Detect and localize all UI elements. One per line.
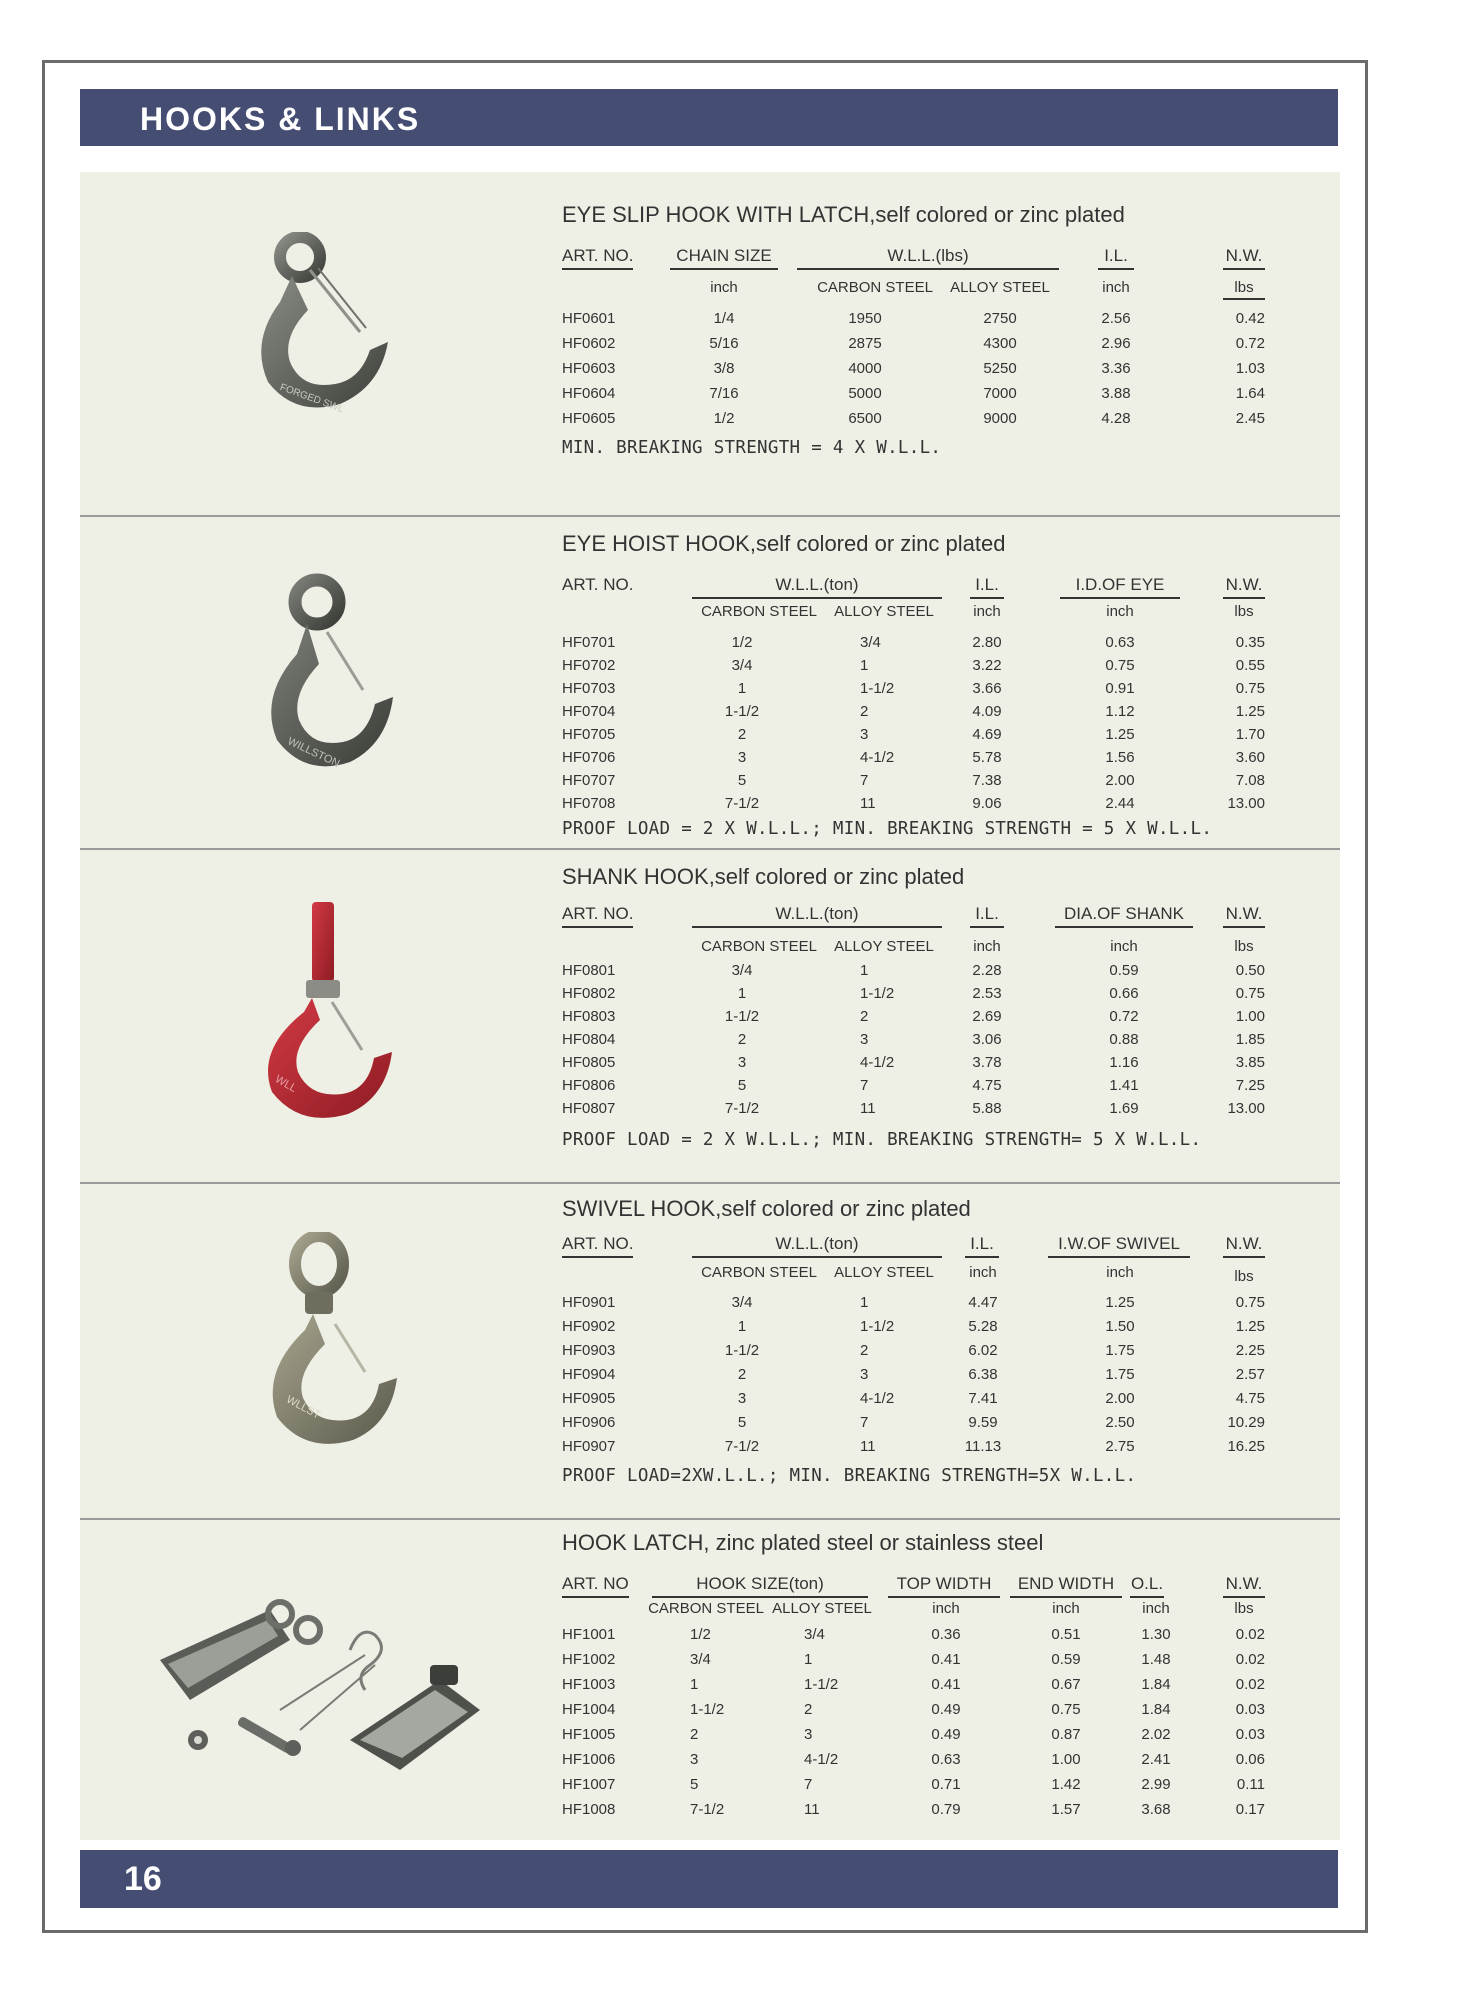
cell-ol: 2.41 bbox=[1141, 1751, 1171, 1768]
col-header-nw: N.W. bbox=[1223, 1234, 1265, 1258]
catalog-content bbox=[80, 172, 1340, 1840]
image-stamp-text: WILLSTON bbox=[285, 735, 342, 770]
cell-nw: 1.64 bbox=[1235, 385, 1265, 402]
cell-nw: 13.00 bbox=[1227, 1100, 1265, 1117]
page-header-bar bbox=[80, 89, 1338, 146]
cell-nw: 0.11 bbox=[1236, 1776, 1265, 1793]
cell-art-no: HF0903 bbox=[562, 1342, 616, 1359]
cell-alloy: 3 bbox=[804, 1726, 813, 1743]
eye-slip-hook-image bbox=[240, 232, 400, 422]
cell-alloy: 3 bbox=[860, 1366, 869, 1383]
image-stamp-text: FORGED SWL bbox=[278, 381, 346, 416]
cell-alloy: 3/4 bbox=[860, 634, 881, 651]
cell-carbon: 1 bbox=[737, 1318, 747, 1335]
cell-nw: 16.25 bbox=[1227, 1438, 1265, 1455]
shank-hook-image bbox=[250, 900, 400, 1130]
cell-alloy: 1-1/2 bbox=[804, 1676, 839, 1693]
cell-il: 6.38 bbox=[968, 1366, 998, 1383]
cell-art-no: HF0907 bbox=[562, 1438, 616, 1455]
cell-alloy: 4-1/2 bbox=[860, 749, 895, 766]
cell-alloy: 2 bbox=[860, 1008, 869, 1025]
cell-alloy: 2750 bbox=[983, 310, 1017, 327]
cell-art-no: HF0704 bbox=[562, 703, 616, 720]
cell-carbon: 6500 bbox=[848, 410, 882, 427]
cell-carbon: 2 bbox=[737, 1031, 747, 1048]
cell-id-eye: 1.25 bbox=[1105, 726, 1135, 743]
col-sub-unit: lbs bbox=[1234, 938, 1254, 955]
section-swivel-hook bbox=[80, 1184, 1340, 1520]
page-footer-bar bbox=[80, 1850, 1338, 1908]
col-header-art-no: ART. NO. bbox=[562, 575, 634, 594]
cell-art-no: HF0904 bbox=[562, 1366, 616, 1383]
cell-nw: 0.03 bbox=[1235, 1701, 1265, 1718]
cell-alloy: 5250 bbox=[983, 360, 1017, 377]
cell-nw: 1.25 bbox=[1235, 703, 1265, 720]
cell-art-no: HF0705 bbox=[562, 726, 616, 743]
cell-nw: 0.42 bbox=[1235, 310, 1265, 327]
cell-id-eye: 0.91 bbox=[1105, 680, 1135, 697]
cell-art-no: HF0902 bbox=[562, 1318, 616, 1335]
col-sub-unit: inch bbox=[932, 1600, 960, 1617]
cell-carbon: 5 bbox=[737, 772, 747, 789]
cell-art-no: HF0901 bbox=[562, 1294, 616, 1311]
cell-nw: 1.03 bbox=[1235, 360, 1265, 377]
hook-latch-image bbox=[150, 1580, 510, 1800]
col-sub-carbon: CARBON STEEL bbox=[701, 603, 817, 620]
col-sub-unit: inch bbox=[973, 938, 1001, 955]
cell-dia-shank: 0.88 bbox=[1109, 1031, 1139, 1048]
cell-il: 3.66 bbox=[972, 680, 1002, 697]
section-title: SWIVEL HOOK,self colored or zinc plated bbox=[562, 1196, 971, 1221]
cell-carbon: 1-1/2 bbox=[724, 703, 760, 720]
cell-alloy: 4-1/2 bbox=[860, 1054, 895, 1071]
cell-il: 9.59 bbox=[968, 1414, 998, 1431]
cell-iw-swivel: 1.75 bbox=[1105, 1342, 1135, 1359]
col-sub-carbon: CARBON STEEL bbox=[817, 279, 933, 296]
cell-carbon: 1950 bbox=[848, 310, 882, 327]
col-header-il: I.L. bbox=[965, 1234, 999, 1258]
cell-art-no: HF1006 bbox=[562, 1751, 616, 1768]
col-sub-carbon: CARBON STEEL bbox=[648, 1600, 764, 1617]
cell-carbon: 1 bbox=[737, 985, 747, 1002]
cell-id-eye: 0.75 bbox=[1105, 657, 1135, 674]
cell-iw-swivel: 1.75 bbox=[1105, 1366, 1135, 1383]
cell-id-eye: 2.44 bbox=[1105, 795, 1135, 812]
cell-art-no: HF0703 bbox=[562, 680, 616, 697]
cell-carbon: 2 bbox=[737, 726, 747, 743]
cell-art-no: HF0602 bbox=[562, 335, 616, 352]
cell-nw: 2.25 bbox=[1235, 1342, 1265, 1359]
cell-il: 3.22 bbox=[972, 657, 1002, 674]
cell-alloy: 11 bbox=[860, 1438, 876, 1455]
cell-il: 2.96 bbox=[1101, 335, 1131, 352]
cell-il: 3.78 bbox=[972, 1054, 1002, 1071]
cell-ol: 2.99 bbox=[1141, 1776, 1171, 1793]
cell-il: 3.06 bbox=[972, 1031, 1002, 1048]
cell-carbon: 5000 bbox=[848, 385, 882, 402]
cell-art-no: HF0702 bbox=[562, 657, 616, 674]
col-sub-unit: inch bbox=[710, 279, 738, 296]
cell-nw: 0.35 bbox=[1235, 634, 1265, 651]
cell-alloy: 4-1/2 bbox=[860, 1390, 895, 1407]
cell-nw: 2.57 bbox=[1235, 1366, 1265, 1383]
cell-alloy: 1 bbox=[860, 1294, 869, 1311]
cell-carbon: 1 bbox=[737, 680, 747, 697]
col-header-iw-swivel: I.W.OF SWIVEL bbox=[1048, 1234, 1190, 1258]
eye-hoist-hook-image bbox=[245, 572, 405, 782]
cell-alloy: 1-1/2 bbox=[860, 680, 895, 697]
section-note: MIN. BREAKING STRENGTH = 4 X W.L.L. bbox=[562, 438, 942, 458]
cell-alloy: 9000 bbox=[983, 410, 1017, 427]
cell-carbon: 1/2 bbox=[690, 1626, 711, 1643]
cell-art-no: HF0604 bbox=[562, 385, 616, 402]
col-header-nw: N.W. bbox=[1223, 246, 1265, 270]
col-header-wll: W.L.L.(ton) bbox=[692, 1234, 942, 1258]
cell-alloy: 4-1/2 bbox=[804, 1751, 839, 1768]
cell-nw: 0.50 bbox=[1235, 962, 1265, 979]
cell-art-no: HF0701 bbox=[562, 634, 616, 651]
cell-carbon: 1-1/2 bbox=[690, 1701, 725, 1718]
cell-carbon: 2 bbox=[737, 1366, 747, 1383]
cell-art-no: HF1001 bbox=[562, 1626, 616, 1643]
cell-art-no: HF0603 bbox=[562, 360, 616, 377]
cell-alloy: 7 bbox=[860, 1414, 869, 1431]
cell-dia-shank: 0.72 bbox=[1109, 1008, 1139, 1025]
section-eye-hoist-hook bbox=[80, 517, 1340, 850]
cell-top-width: 0.41 bbox=[931, 1676, 961, 1693]
cell-il: 2.28 bbox=[972, 962, 1002, 979]
cell-carbon: 4000 bbox=[848, 360, 882, 377]
cell-end-width: 1.57 bbox=[1051, 1801, 1081, 1818]
col-sub-carbon: CARBON STEEL bbox=[701, 938, 817, 955]
cell-alloy: 1 bbox=[804, 1651, 813, 1668]
cell-il: 5.28 bbox=[968, 1318, 998, 1335]
section-shank-hook bbox=[80, 850, 1340, 1184]
col-header-end-width: END WIDTH bbox=[1010, 1574, 1122, 1598]
cell-nw: 1.85 bbox=[1235, 1031, 1265, 1048]
cell-id-eye: 1.12 bbox=[1105, 703, 1135, 720]
section-title: SHANK HOOK,self colored or zinc plated bbox=[562, 864, 965, 889]
cell-art-no: HF0802 bbox=[562, 985, 616, 1002]
col-sub-unit: lbs bbox=[1234, 1268, 1254, 1285]
cell-nw: 0.03 bbox=[1235, 1726, 1265, 1743]
cell-dia-shank: 0.59 bbox=[1109, 962, 1139, 979]
cell-carbon: 7-1/2 bbox=[724, 1100, 760, 1117]
image-stamp-text: WLLST bbox=[284, 1393, 323, 1422]
cell-dia-shank: 1.16 bbox=[1109, 1054, 1139, 1071]
cell-top-width: 0.49 bbox=[931, 1701, 961, 1718]
cell-il: 4.75 bbox=[972, 1077, 1002, 1094]
cell-top-width: 0.49 bbox=[931, 1726, 961, 1743]
cell-il: 3.36 bbox=[1101, 360, 1131, 377]
cell-alloy: 2 bbox=[860, 1342, 869, 1359]
cell-art-no: HF0906 bbox=[562, 1414, 616, 1431]
cell-alloy: 1-1/2 bbox=[860, 1318, 895, 1335]
cell-art-no: HF0806 bbox=[562, 1077, 616, 1094]
cell-dia-shank: 1.69 bbox=[1109, 1100, 1139, 1117]
cell-alloy: 11 bbox=[860, 1100, 876, 1117]
col-header-nw: N.W. bbox=[1223, 904, 1265, 928]
cell-ol: 1.48 bbox=[1141, 1651, 1171, 1668]
cell-carbon: 3 bbox=[690, 1751, 699, 1768]
col-header-nw: N.W. bbox=[1223, 575, 1265, 599]
cell-art-no: HF0805 bbox=[562, 1054, 616, 1071]
cell-carbon: 3/4 bbox=[731, 962, 753, 979]
col-header-wll: W.L.L.(ton) bbox=[692, 904, 942, 928]
cell-alloy: 7 bbox=[804, 1776, 813, 1793]
col-sub-unit: inch bbox=[1142, 1600, 1170, 1617]
col-header-art-no: ART. NO. bbox=[562, 246, 633, 270]
cell-end-width: 0.75 bbox=[1051, 1701, 1081, 1718]
cell-il: 4.28 bbox=[1101, 410, 1131, 427]
swivel-hook-image bbox=[255, 1232, 405, 1462]
cell-end-width: 0.87 bbox=[1051, 1726, 1081, 1743]
cell-carbon: 3/4 bbox=[731, 657, 753, 674]
cell-il: 3.88 bbox=[1101, 385, 1131, 402]
col-sub-unit: lbs bbox=[1223, 279, 1265, 300]
cell-carbon: 2875 bbox=[848, 335, 882, 352]
cell-nw: 0.02 bbox=[1235, 1676, 1265, 1693]
cell-carbon: 7-1/2 bbox=[724, 1438, 760, 1455]
cell-art-no: HF1004 bbox=[562, 1701, 616, 1718]
cell-alloy: 11 bbox=[860, 795, 876, 812]
cell-art-no: HF0707 bbox=[562, 772, 616, 789]
cell-art-no: HF1008 bbox=[562, 1801, 616, 1818]
cell-ol: 2.02 bbox=[1141, 1726, 1171, 1743]
cell-il: 6.02 bbox=[968, 1342, 998, 1359]
cell-art-no: HF1005 bbox=[562, 1726, 616, 1743]
cell-il: 2.53 bbox=[972, 985, 1002, 1002]
col-header-nw: N.W. bbox=[1223, 1574, 1265, 1598]
col-sub-unit: inch bbox=[1052, 1600, 1080, 1617]
cell-alloy: 3 bbox=[860, 1031, 869, 1048]
cell-ol: 3.68 bbox=[1141, 1801, 1171, 1818]
col-header-dia-shank: DIA.OF SHANK bbox=[1055, 904, 1193, 928]
cell-carbon: 7-1/2 bbox=[690, 1801, 725, 1818]
cell-alloy: 4300 bbox=[983, 335, 1017, 352]
col-sub-unit: inch bbox=[969, 1264, 997, 1281]
col-header-chain-size: CHAIN SIZE bbox=[670, 246, 778, 270]
cell-chain-size: 7/16 bbox=[709, 385, 739, 402]
cell-nw: 0.17 bbox=[1235, 1801, 1265, 1818]
cell-il: 2.56 bbox=[1101, 310, 1131, 327]
page-number: 16 bbox=[124, 1860, 162, 1898]
col-sub-alloy: ALLOY STEEL bbox=[834, 603, 934, 620]
cell-alloy: 2 bbox=[860, 703, 869, 720]
cell-top-width: 0.41 bbox=[931, 1651, 961, 1668]
cell-alloy: 7 bbox=[860, 1077, 869, 1094]
page-heading: HOOKS & LINKS bbox=[140, 101, 421, 137]
cell-art-no: HF0708 bbox=[562, 795, 616, 812]
col-sub-alloy: ALLOY STEEL bbox=[834, 1264, 934, 1281]
cell-carbon: 1 bbox=[690, 1676, 699, 1693]
cell-carbon: 3 bbox=[737, 749, 747, 766]
cell-end-width: 0.67 bbox=[1051, 1676, 1081, 1693]
cell-top-width: 0.63 bbox=[931, 1751, 961, 1768]
cell-chain-size: 1/4 bbox=[713, 310, 735, 327]
cell-dia-shank: 0.66 bbox=[1109, 985, 1139, 1002]
cell-id-eye: 1.56 bbox=[1105, 749, 1135, 766]
col-header-hook-size: HOOK SIZE(ton) bbox=[652, 1574, 868, 1598]
cell-top-width: 0.36 bbox=[931, 1626, 961, 1643]
cell-art-no: HF0807 bbox=[562, 1100, 616, 1117]
cell-chain-size: 5/16 bbox=[709, 335, 739, 352]
cell-nw: 0.02 bbox=[1235, 1651, 1265, 1668]
col-sub-unit: inch bbox=[1106, 1264, 1134, 1281]
col-sub-unit: inch bbox=[1106, 603, 1134, 620]
cell-nw: 0.72 bbox=[1235, 335, 1265, 352]
cell-carbon: 1/2 bbox=[731, 634, 753, 651]
cell-art-no: HF0605 bbox=[562, 410, 616, 427]
cell-iw-swivel: 1.25 bbox=[1105, 1294, 1135, 1311]
cell-dia-shank: 1.41 bbox=[1109, 1077, 1139, 1094]
col-header-il: I.L. bbox=[970, 575, 1004, 599]
cell-carbon: 3/4 bbox=[690, 1651, 711, 1668]
cell-carbon: 1-1/2 bbox=[724, 1008, 760, 1025]
cell-nw: 2.45 bbox=[1235, 410, 1265, 427]
cell-alloy: 1 bbox=[860, 657, 869, 674]
cell-alloy: 3/4 bbox=[804, 1626, 825, 1643]
cell-end-width: 0.59 bbox=[1051, 1651, 1081, 1668]
col-sub-alloy: ALLOY STEEL bbox=[950, 279, 1050, 296]
section-title: HOOK LATCH, zinc plated steel or stainless steel bbox=[562, 1530, 1044, 1555]
cell-nw: 0.75 bbox=[1235, 985, 1265, 1002]
cell-art-no: HF0601 bbox=[562, 310, 616, 327]
cell-nw: 0.75 bbox=[1235, 1294, 1265, 1311]
cell-iw-swivel: 2.75 bbox=[1105, 1438, 1135, 1455]
cell-top-width: 0.79 bbox=[931, 1801, 961, 1818]
cell-art-no: HF0803 bbox=[562, 1008, 616, 1025]
cell-il: 5.78 bbox=[972, 749, 1002, 766]
cell-carbon: 5 bbox=[737, 1414, 747, 1431]
col-header-id-eye: I.D.OF EYE bbox=[1060, 575, 1180, 599]
col-sub-unit: inch bbox=[1102, 279, 1130, 296]
col-header-wll: W.L.L.(lbs) bbox=[797, 246, 1059, 270]
cell-carbon: 1-1/2 bbox=[724, 1342, 760, 1359]
cell-art-no: HF1003 bbox=[562, 1676, 616, 1693]
col-header-top-width: TOP WIDTH bbox=[888, 1574, 1000, 1598]
col-header-art-no: ART. NO. bbox=[562, 1234, 633, 1258]
cell-alloy: 1-1/2 bbox=[860, 985, 895, 1002]
cell-ol: 1.84 bbox=[1141, 1676, 1171, 1693]
cell-il: 7.41 bbox=[968, 1390, 998, 1407]
cell-art-no: HF1007 bbox=[562, 1776, 616, 1793]
col-sub-unit: inch bbox=[973, 603, 1001, 620]
col-header-ol: O.L. bbox=[1130, 1574, 1164, 1598]
cell-ol: 1.30 bbox=[1141, 1626, 1171, 1643]
section-note: PROOF LOAD = 2 X W.L.L.; MIN. BREAKING STRENGTH = 5 X W.L.L. bbox=[562, 819, 1213, 839]
cell-il: 2.80 bbox=[972, 634, 1002, 651]
col-sub-carbon: CARBON STEEL bbox=[701, 1264, 817, 1281]
cell-alloy: 7000 bbox=[983, 385, 1017, 402]
cell-nw: 1.00 bbox=[1235, 1008, 1265, 1025]
cell-alloy: 11 bbox=[804, 1801, 820, 1818]
col-sub-alloy: ALLOY STEEL bbox=[834, 938, 934, 955]
section-hook-latch bbox=[80, 1520, 1340, 1840]
cell-nw: 3.60 bbox=[1235, 749, 1265, 766]
cell-nw: 13.00 bbox=[1227, 795, 1265, 812]
cell-nw: 4.75 bbox=[1235, 1390, 1265, 1407]
cell-ol: 1.84 bbox=[1141, 1701, 1171, 1718]
section-title: EYE HOIST HOOK,self colored or zinc plated bbox=[562, 531, 1006, 556]
col-sub-unit: inch bbox=[1110, 938, 1138, 955]
cell-carbon: 5 bbox=[737, 1077, 747, 1094]
section-eye-slip-hook bbox=[80, 172, 1340, 517]
col-header-art-no: ART. NO. bbox=[562, 904, 633, 928]
col-header-wll: W.L.L.(ton) bbox=[692, 575, 942, 599]
cell-nw: 0.02 bbox=[1235, 1626, 1265, 1643]
cell-carbon: 5 bbox=[690, 1776, 699, 1793]
cell-art-no: HF0804 bbox=[562, 1031, 616, 1048]
cell-alloy: 2 bbox=[804, 1701, 813, 1718]
cell-iw-swivel: 2.50 bbox=[1105, 1414, 1135, 1431]
cell-il: 9.06 bbox=[972, 795, 1002, 812]
cell-carbon: 3/4 bbox=[731, 1294, 753, 1311]
cell-iw-swivel: 1.50 bbox=[1105, 1318, 1135, 1335]
cell-il: 4.09 bbox=[972, 703, 1002, 720]
cell-alloy: 7 bbox=[860, 772, 869, 789]
cell-nw: 10.29 bbox=[1227, 1414, 1265, 1431]
col-sub-alloy: ALLOY STEEL bbox=[772, 1600, 872, 1617]
cell-art-no: HF0801 bbox=[562, 962, 616, 979]
cell-chain-size: 1/2 bbox=[713, 410, 735, 427]
cell-nw: 0.75 bbox=[1235, 680, 1265, 697]
cell-il: 4.47 bbox=[968, 1294, 998, 1311]
cell-iw-swivel: 2.00 bbox=[1105, 1390, 1135, 1407]
image-stamp-text: WLL bbox=[272, 1073, 299, 1095]
cell-il: 2.69 bbox=[972, 1008, 1002, 1025]
cell-end-width: 1.00 bbox=[1051, 1751, 1081, 1768]
col-header-art-no: ART. NO bbox=[562, 1574, 629, 1598]
cell-carbon: 3 bbox=[737, 1390, 747, 1407]
col-sub-unit: lbs bbox=[1234, 1600, 1254, 1617]
col-header-il: I.L. bbox=[970, 904, 1004, 928]
cell-id-eye: 0.63 bbox=[1105, 634, 1135, 651]
cell-alloy: 3 bbox=[860, 726, 869, 743]
section-note: PROOF LOAD=2XW.L.L.; MIN. BREAKING STRENGTH=5X W.L.L. bbox=[562, 1466, 1137, 1486]
cell-carbon: 2 bbox=[690, 1726, 699, 1743]
cell-top-width: 0.71 bbox=[931, 1776, 961, 1793]
cell-nw: 7.25 bbox=[1235, 1077, 1265, 1094]
cell-il: 5.88 bbox=[972, 1100, 1002, 1117]
cell-il: 11.13 bbox=[964, 1438, 1002, 1455]
cell-art-no: HF0905 bbox=[562, 1390, 616, 1407]
cell-chain-size: 3/8 bbox=[713, 360, 735, 377]
cell-alloy: 1 bbox=[860, 962, 869, 979]
cell-il: 7.38 bbox=[972, 772, 1002, 789]
cell-nw: 0.06 bbox=[1235, 1751, 1265, 1768]
col-header-il: I.L. bbox=[1098, 246, 1134, 270]
cell-id-eye: 2.00 bbox=[1105, 772, 1135, 789]
cell-nw: 3.85 bbox=[1235, 1054, 1265, 1071]
cell-il: 4.69 bbox=[972, 726, 1002, 743]
cell-nw: 1.70 bbox=[1235, 726, 1265, 743]
col-sub-unit: lbs bbox=[1234, 603, 1254, 620]
cell-art-no: HF1002 bbox=[562, 1651, 616, 1668]
section-note: PROOF LOAD = 2 X W.L.L.; MIN. BREAKING STRENGTH= 5 X W.L.L. bbox=[562, 1130, 1202, 1150]
cell-carbon: 7-1/2 bbox=[724, 795, 760, 812]
cell-nw: 0.55 bbox=[1235, 657, 1265, 674]
section-title: EYE SLIP HOOK WITH LATCH,self colored or zinc plated bbox=[562, 202, 1125, 227]
cell-carbon: 3 bbox=[737, 1054, 747, 1071]
cell-end-width: 1.42 bbox=[1051, 1776, 1081, 1793]
cell-end-width: 0.51 bbox=[1051, 1626, 1081, 1643]
cell-art-no: HF0706 bbox=[562, 749, 616, 766]
cell-nw: 1.25 bbox=[1235, 1318, 1265, 1335]
cell-nw: 7.08 bbox=[1235, 772, 1265, 789]
